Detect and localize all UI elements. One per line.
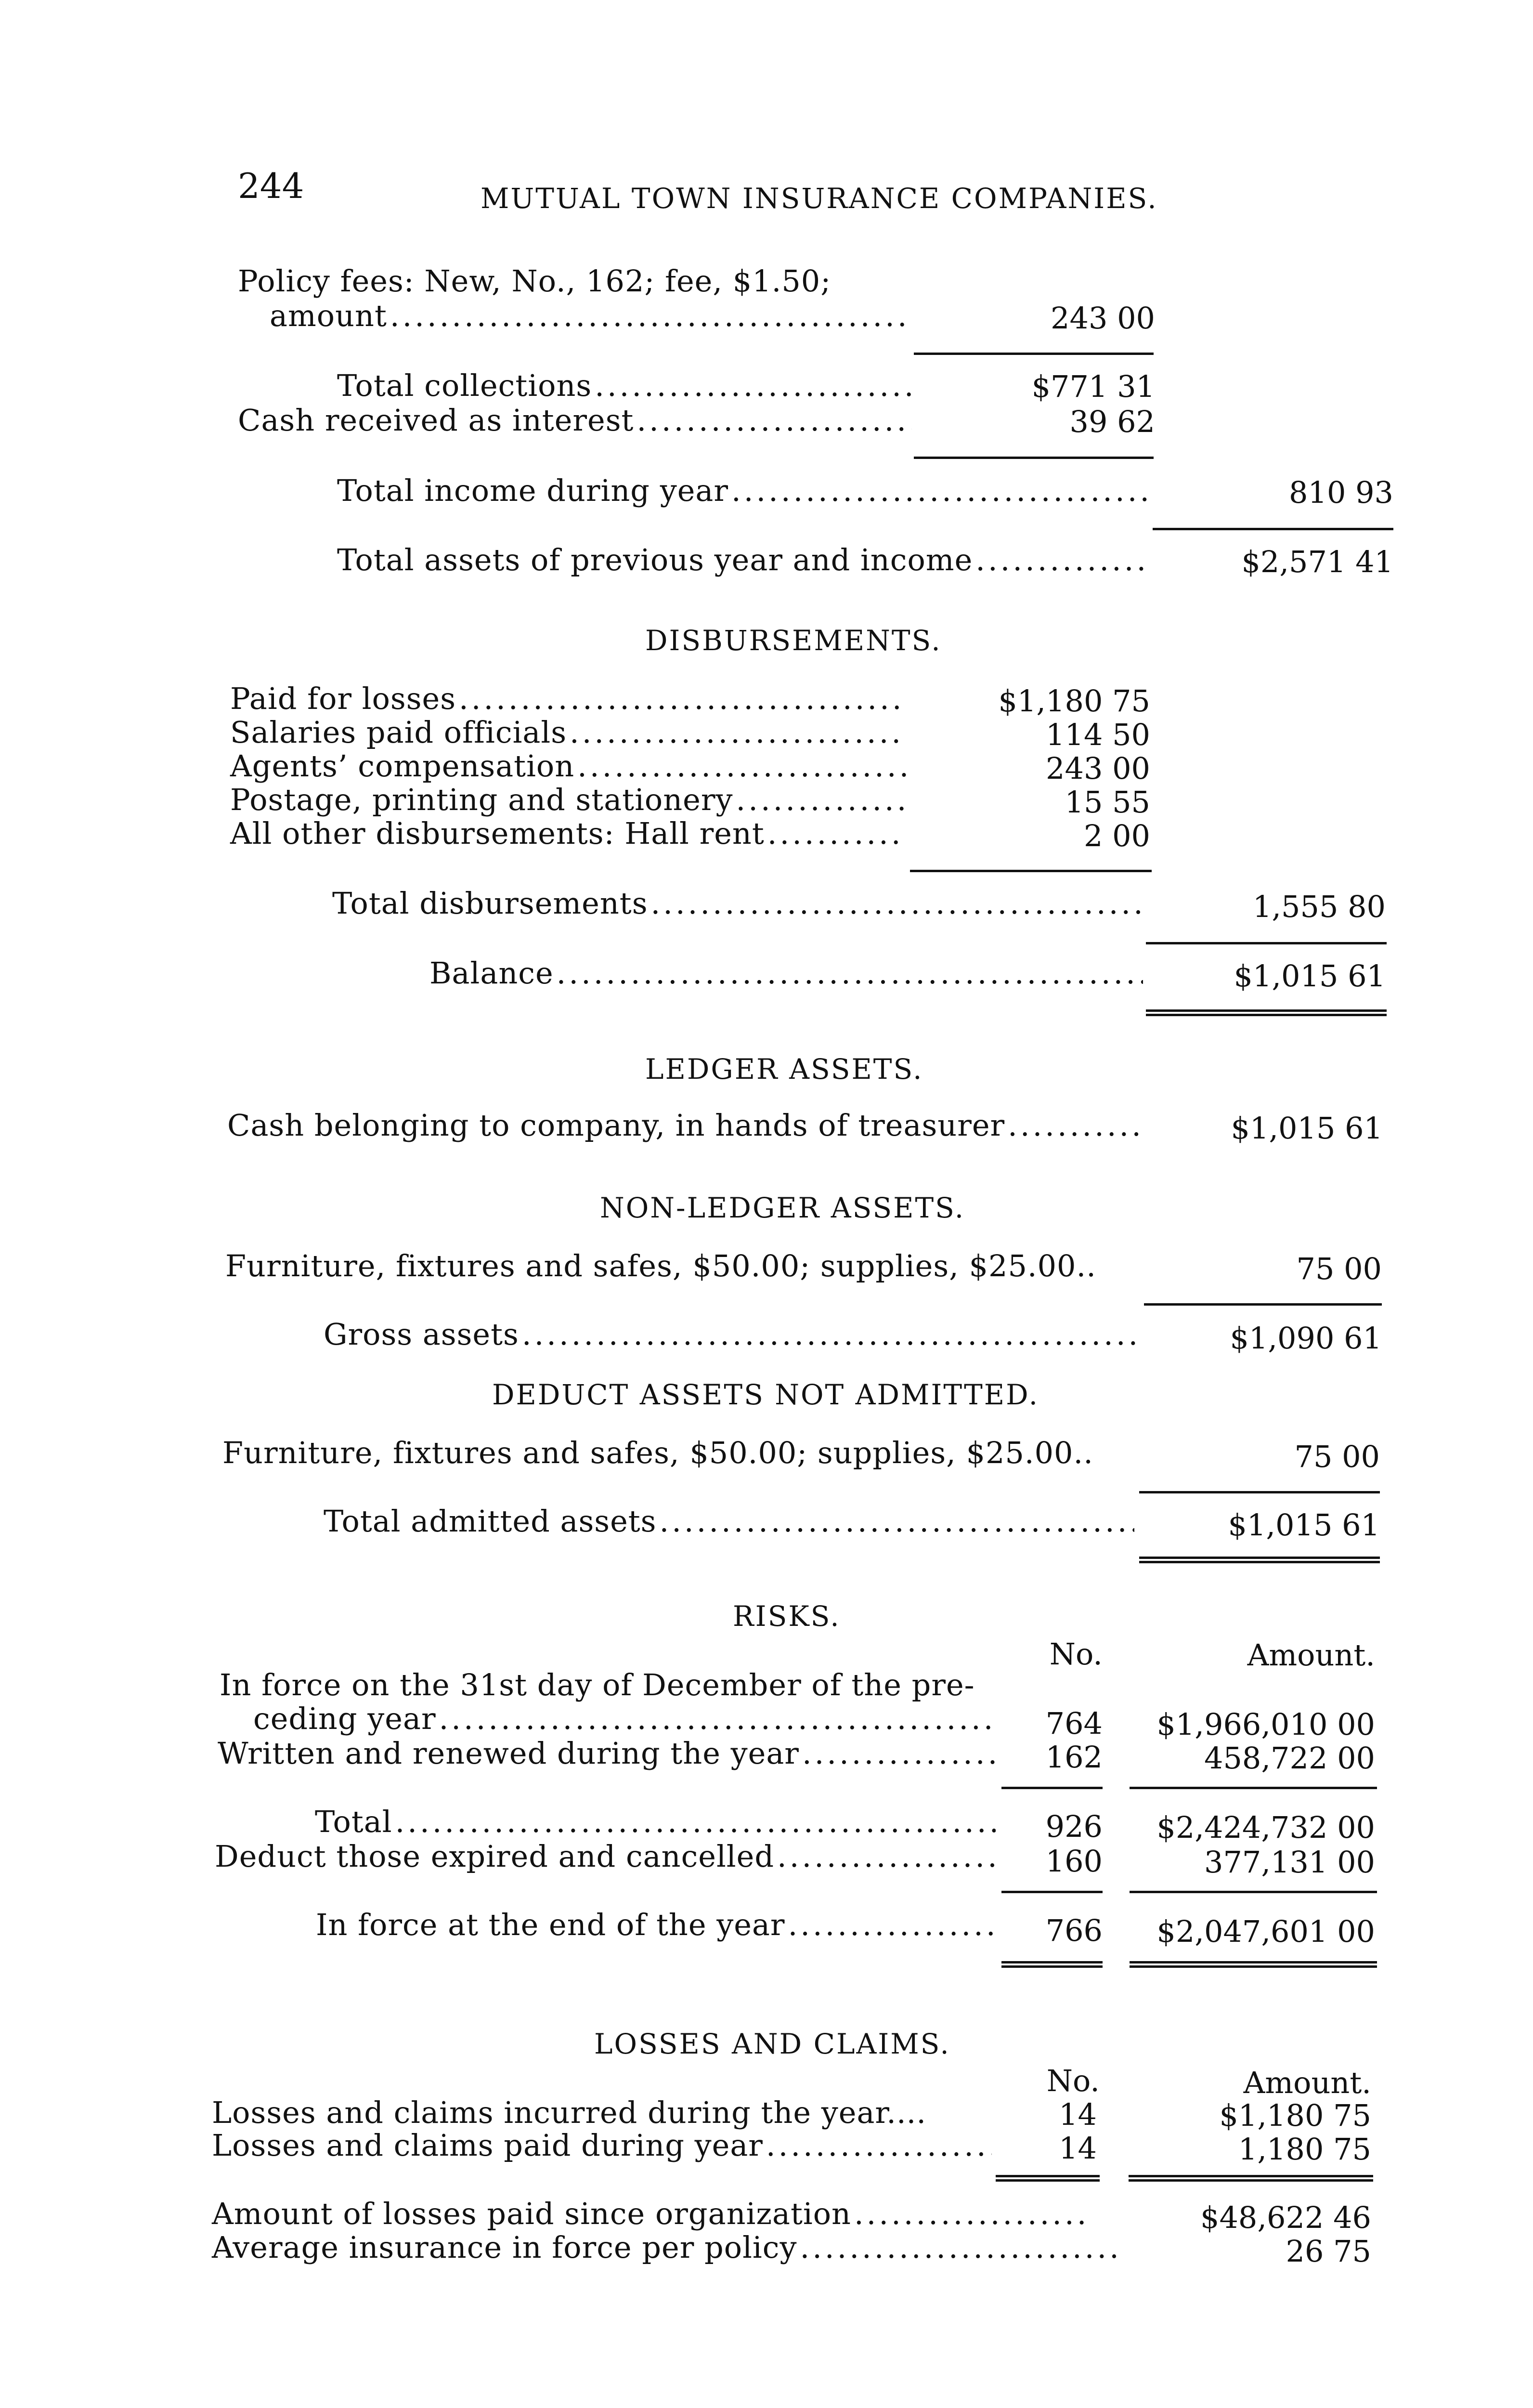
leader-dots bbox=[788, 1910, 996, 1940]
total-collections-label: Total collections bbox=[337, 368, 592, 403]
average-amount: 26 75 bbox=[1286, 2234, 1371, 2269]
ledger-assets-heading: LEDGER ASSETS. bbox=[645, 1053, 923, 1086]
page-number: 244 bbox=[238, 166, 304, 206]
risks-row1-label-line2: ceding year bbox=[253, 1701, 436, 1736]
risks-row2-no: 162 bbox=[1045, 1740, 1103, 1775]
disbursement-label: Paid for losses bbox=[230, 681, 456, 716]
not-admitted-furniture-label: Furniture, fixtures and safes, $50.00; supplies, $25.00.. bbox=[222, 1435, 1093, 1470]
risks-total-label: Total bbox=[315, 1804, 392, 1839]
leader-dots bbox=[731, 476, 1148, 506]
leader-dots bbox=[766, 2131, 992, 2160]
risks-row1-no: 764 bbox=[1045, 1706, 1103, 1741]
risks-deduct-row bbox=[215, 1839, 999, 1874]
leader-dots bbox=[975, 545, 1148, 575]
disbursement-row bbox=[230, 715, 909, 750]
leader-dots bbox=[651, 889, 1143, 918]
disbursement-label: Agents’ compensation bbox=[230, 748, 575, 784]
since-org-label: Amount of losses paid since organization bbox=[212, 2196, 851, 2231]
total-income-row bbox=[337, 473, 1151, 508]
leader-dots bbox=[1008, 1111, 1143, 1140]
leader-dots bbox=[800, 2233, 1124, 2263]
column-rule bbox=[1001, 1787, 1103, 1789]
losses-paid-row bbox=[212, 2128, 995, 2163]
leader-dots bbox=[802, 1739, 996, 1768]
leader-dots bbox=[767, 819, 906, 849]
column-rule bbox=[1146, 942, 1387, 944]
risks-deduct-label: Deduct those expired and cancelled bbox=[215, 1839, 775, 1874]
losses-paid-amount: 1,180 75 bbox=[1238, 2132, 1371, 2167]
disbursement-amount: 114 50 bbox=[1046, 717, 1150, 752]
disbursement-label: Salaries paid officials bbox=[230, 715, 567, 750]
double-rule bbox=[1139, 1557, 1380, 1563]
losses-incurred-label: Losses and claims incurred during the year.... bbox=[212, 2095, 927, 2130]
risks-end-row bbox=[316, 1907, 999, 1942]
policy-fees-label-line1: Policy fees: New, No., 162; fee, $1.50; bbox=[238, 263, 831, 299]
column-rule bbox=[1144, 1303, 1382, 1306]
total-assets-amount: $2,571 41 bbox=[1241, 544, 1393, 579]
risks-row2-amount: 458,722 00 bbox=[1204, 1741, 1375, 1776]
losses-incurred-no: 14 bbox=[1059, 2097, 1097, 2132]
column-rule bbox=[1130, 1787, 1377, 1789]
total-admitted-row bbox=[324, 1504, 1137, 1539]
risks-deduct-no: 160 bbox=[1045, 1844, 1103, 1879]
risks-total-amount: $2,424,732 00 bbox=[1156, 1810, 1375, 1845]
disbursement-amount: 2 00 bbox=[1083, 818, 1150, 853]
total-collections-amount: $771 31 bbox=[1031, 369, 1155, 404]
risks-row1 bbox=[253, 1701, 999, 1736]
losses-heading: LOSSES AND CLAIMS. bbox=[594, 2028, 950, 2060]
total-admitted-amount: $1,015 61 bbox=[1228, 1507, 1380, 1543]
leader-dots bbox=[522, 1320, 1139, 1349]
total-income-label: Total income during year bbox=[337, 473, 729, 508]
not-admitted-furniture-amount: 75 00 bbox=[1294, 1439, 1380, 1474]
double-rule bbox=[1146, 1009, 1387, 1016]
total-disbursements-row bbox=[332, 886, 1146, 921]
leader-dots bbox=[570, 718, 906, 747]
column-rule bbox=[1130, 1891, 1377, 1893]
losses-paid-label: Losses and claims paid during year bbox=[212, 2128, 763, 2163]
total-income-amount: 810 93 bbox=[1289, 475, 1393, 510]
risks-end-label: In force at the end of the year bbox=[316, 1907, 785, 1942]
disbursement-label: Postage, printing and stationery bbox=[230, 782, 733, 817]
leader-dots bbox=[577, 751, 906, 781]
double-rule bbox=[1129, 2175, 1373, 2182]
leader-dots bbox=[395, 1807, 996, 1837]
disbursement-row bbox=[230, 681, 909, 716]
total-disbursements-amount: 1,555 80 bbox=[1252, 889, 1386, 924]
gross-assets-row bbox=[324, 1317, 1142, 1352]
leader-dots bbox=[637, 406, 912, 435]
risks-total-row bbox=[315, 1804, 999, 1839]
disbursement-amount: $1,180 75 bbox=[998, 683, 1150, 719]
gross-assets-label: Gross assets bbox=[324, 1317, 519, 1352]
interest-label: Cash received as interest bbox=[238, 403, 634, 438]
risks-col-no: No. bbox=[1049, 1636, 1103, 1672]
ledger-cash-row bbox=[227, 1108, 1146, 1143]
losses-col-amount: Amount. bbox=[1243, 2065, 1371, 2100]
leader-dots bbox=[459, 684, 906, 714]
disbursement-row bbox=[230, 782, 909, 817]
since-org-row bbox=[212, 2196, 1093, 2231]
total-assets-label: Total assets of previous year and income bbox=[337, 542, 973, 577]
leader-dots bbox=[777, 1842, 996, 1871]
average-label: Average insurance in force per policy bbox=[212, 2230, 797, 2265]
disbursement-row bbox=[230, 748, 909, 784]
policy-fees-label-line2: amount bbox=[270, 298, 387, 333]
double-rule bbox=[1001, 1961, 1103, 1968]
disbursement-row bbox=[230, 816, 909, 851]
ledger-cash-label: Cash belonging to company, in hands of treasurer bbox=[227, 1108, 1005, 1143]
average-row bbox=[212, 2230, 1127, 2265]
interest-amount: 39 62 bbox=[1069, 404, 1155, 439]
balance-row bbox=[429, 955, 1146, 991]
not-admitted-heading: DEDUCT ASSETS NOT ADMITTED. bbox=[492, 1378, 1039, 1411]
leader-dots bbox=[557, 958, 1143, 988]
risks-deduct-amount: 377,131 00 bbox=[1204, 1845, 1375, 1880]
disbursements-heading: DISBURSEMENTS. bbox=[645, 624, 942, 657]
balance-amount: $1,015 61 bbox=[1234, 958, 1386, 994]
risks-total-no: 926 bbox=[1045, 1809, 1103, 1844]
double-rule bbox=[1130, 1961, 1377, 1968]
disbursement-amount: 243 00 bbox=[1046, 751, 1150, 786]
leader-dots bbox=[390, 301, 912, 331]
since-org-amount: $48,622 46 bbox=[1200, 2200, 1371, 2235]
disbursement-amount: 15 55 bbox=[1065, 785, 1150, 820]
total-disbursements-label: Total disbursements bbox=[332, 886, 648, 921]
losses-paid-no: 14 bbox=[1059, 2131, 1097, 2166]
risks-row2-label: Written and renewed during the year bbox=[218, 1736, 799, 1771]
risks-row1-label-line1: In force on the 31st day of December of the pre- bbox=[220, 1667, 975, 1702]
leader-dots bbox=[736, 785, 906, 815]
running-title: MUTUAL TOWN INSURANCE COMPANIES. bbox=[481, 182, 1158, 215]
column-rule bbox=[914, 353, 1154, 355]
interest-row bbox=[238, 403, 915, 438]
ledger-cash-amount: $1,015 61 bbox=[1231, 1111, 1383, 1146]
leader-dots bbox=[660, 1506, 1135, 1536]
risks-end-amount: $2,047,601 00 bbox=[1156, 1914, 1375, 1949]
leader-dots bbox=[854, 2199, 1090, 2229]
non-ledger-furniture-amount: 75 00 bbox=[1296, 1251, 1382, 1286]
total-assets-row bbox=[337, 542, 1151, 577]
risks-heading: RISKS. bbox=[733, 1600, 841, 1633]
double-rule bbox=[996, 2175, 1100, 2182]
column-rule bbox=[910, 870, 1152, 872]
losses-col-no: No. bbox=[1046, 2063, 1100, 2098]
column-rule bbox=[1153, 528, 1393, 530]
leader-dots bbox=[595, 371, 912, 401]
column-rule bbox=[1001, 1891, 1103, 1893]
leader-dots bbox=[439, 1704, 996, 1734]
risks-row2 bbox=[218, 1736, 999, 1771]
total-collections-row bbox=[337, 368, 915, 403]
total-admitted-label: Total admitted assets bbox=[324, 1504, 657, 1539]
column-rule bbox=[1139, 1491, 1380, 1493]
risks-end-no: 766 bbox=[1045, 1913, 1103, 1948]
disbursement-label: All other disbursements: Hall rent bbox=[230, 816, 765, 851]
column-rule bbox=[914, 457, 1154, 459]
risks-row1-amount: $1,966,010 00 bbox=[1156, 1707, 1375, 1742]
balance-label: Balance bbox=[429, 955, 554, 991]
losses-incurred-amount: $1,180 75 bbox=[1219, 2098, 1371, 2133]
policy-fees-amount: 243 00 bbox=[1051, 301, 1155, 336]
non-ledger-furniture-label: Furniture, fixtures and safes, $50.00; supplies, $25.00.. bbox=[225, 1248, 1096, 1283]
policy-fees-row bbox=[270, 298, 915, 333]
gross-assets-amount: $1,090 61 bbox=[1230, 1321, 1382, 1356]
risks-col-amount: Amount. bbox=[1247, 1637, 1375, 1673]
non-ledger-heading: NON-LEDGER ASSETS. bbox=[600, 1191, 965, 1224]
